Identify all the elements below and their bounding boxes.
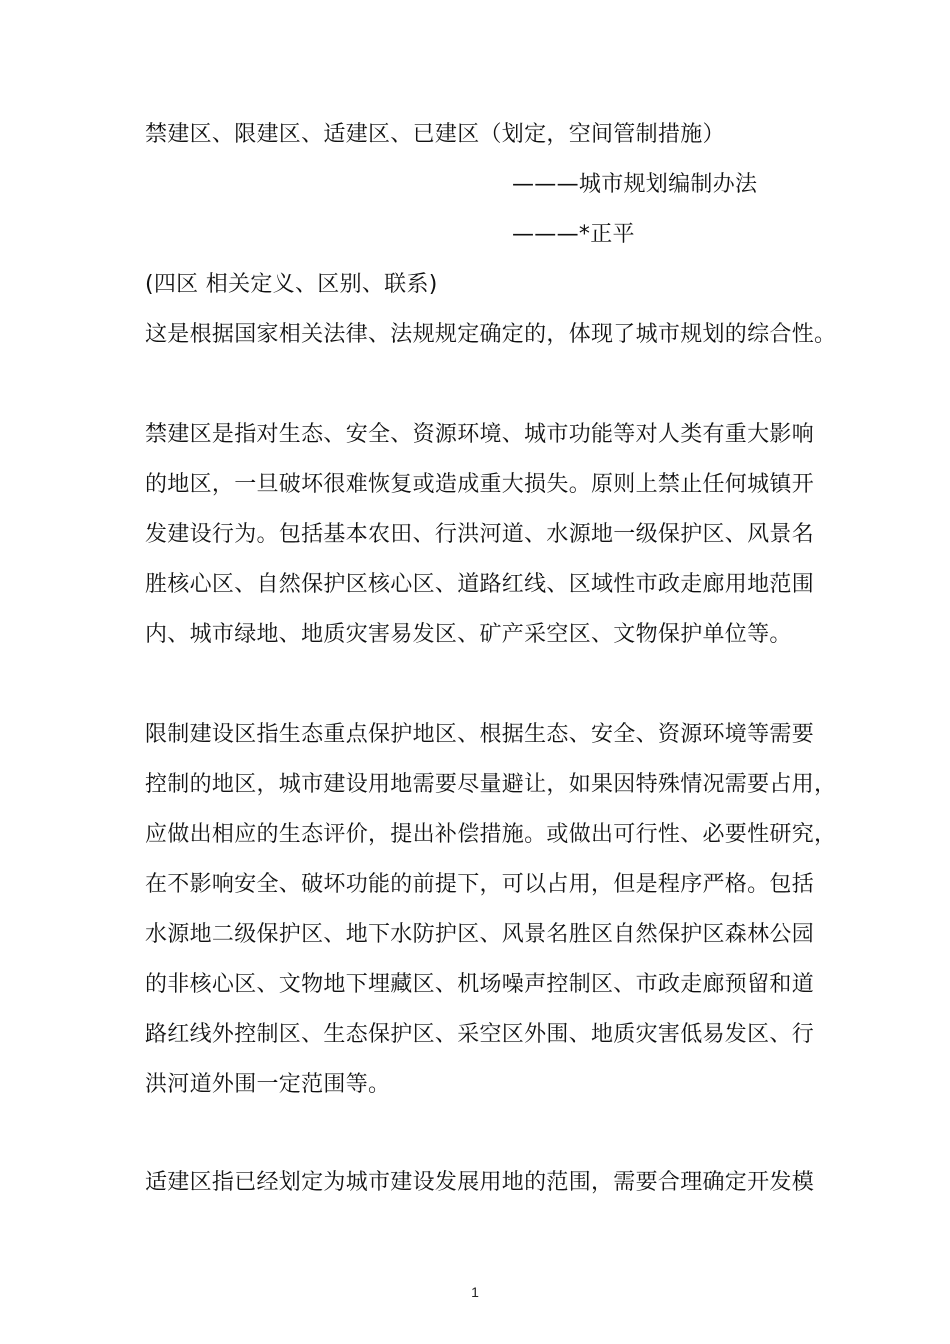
paragraph-1-line: 胜核心区、自然保护区核心区、道路红线、区域性市政走廊用地范围	[145, 572, 815, 597]
paragraph-1-line: 的地区，一旦破坏很难恢复或造成重大损失。原则上禁止任何城镇开	[145, 472, 815, 497]
document-title: 禁建区、限建区、适建区、已建区（划定，空间管制措施）	[145, 122, 725, 147]
paragraph-1-line: 禁建区是指对生态、安全、资源环境、城市功能等对人类有重大影响	[145, 422, 815, 447]
attribution-author: ———*正平	[512, 222, 635, 247]
page-number: 1	[471, 1284, 479, 1300]
intro-text: 这是根据国家相关法律、法规规定确定的，体现了城市规划的综合性。	[145, 322, 837, 347]
paragraph-2-line: 在不影响安全、破坏功能的前提下，可以占用，但是程序严格。包括	[145, 872, 815, 897]
paragraph-2-line: 洪河道外围一定范围等。	[145, 1072, 391, 1097]
paragraph-2-line: 控制的地区，城市建设用地需要尽量避让，如果因特殊情况需要占用，	[145, 772, 837, 797]
paragraph-2-line: 的非核心区、文物地下埋藏区、机场噪声控制区、市政走廊预留和道	[145, 972, 815, 997]
section-heading: (四区 相关定义、区别、联系)	[145, 272, 438, 297]
paragraph-2-line: 限制建设区指生态重点保护地区、根据生态、安全、资源环境等需要	[145, 722, 815, 747]
paragraph-3-line: 适建区指已经划定为城市建设发展用地的范围，需要合理确定开发模	[145, 1170, 815, 1195]
attribution-source: ———城市规划编制办法	[512, 172, 758, 197]
paragraph-2-line: 路红线外控制区、生态保护区、采空区外围、地质灾害低易发区、行	[145, 1022, 815, 1047]
paragraph-1-line: 发建设行为。包括基本农田、行洪河道、水源地一级保护区、风景名	[145, 522, 815, 547]
paragraph-2-line: 应做出相应的生态评价，提出补偿措施。或做出可行性、必要性研究，	[145, 822, 837, 847]
paragraph-1-line: 内、城市绿地、地质灾害易发区、矿产采空区、文物保护单位等。	[145, 622, 792, 647]
paragraph-2-line: 水源地二级保护区、地下水防护区、风景名胜区自然保护区森林公园	[145, 922, 815, 947]
